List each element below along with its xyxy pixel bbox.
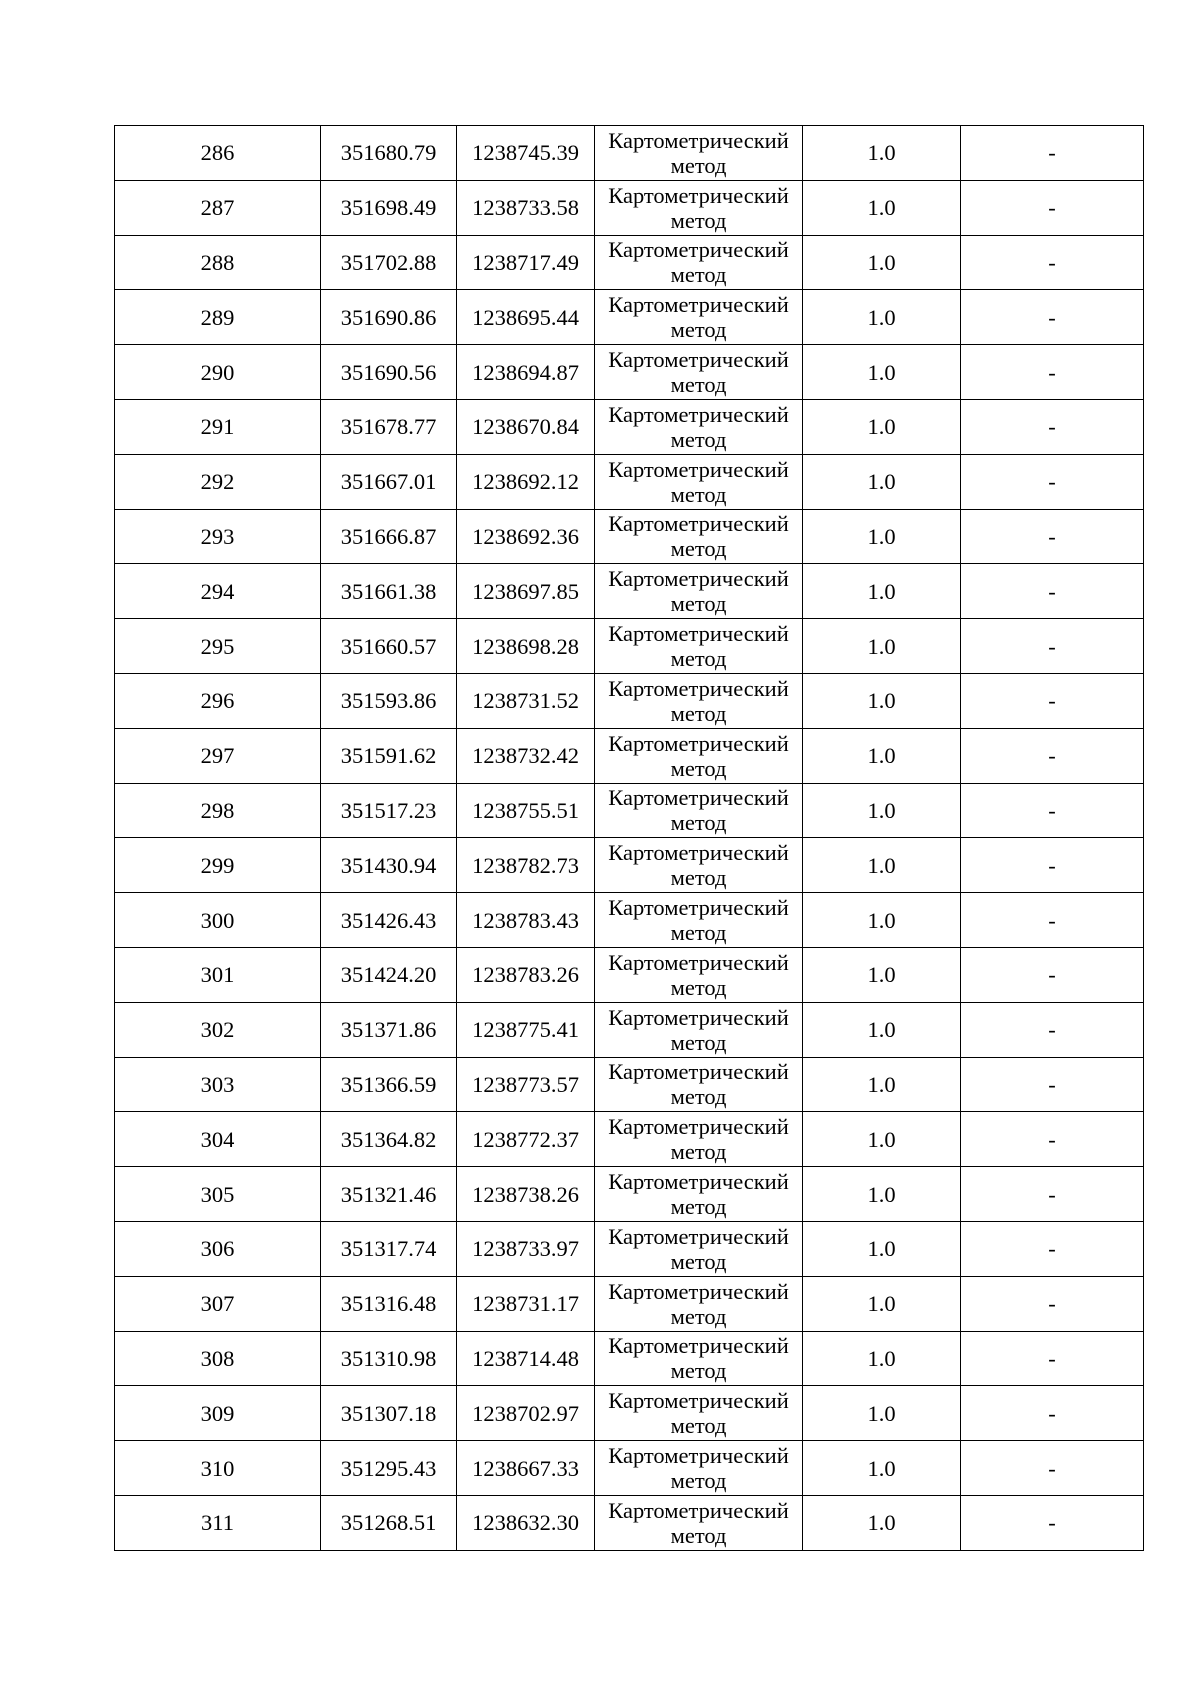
- x-coordinate-cell: 351660.57: [321, 619, 457, 674]
- accuracy-cell: 1.0: [803, 564, 961, 619]
- method-line-1: Картометрический: [608, 566, 789, 592]
- note-cell: -: [961, 290, 1144, 345]
- method-line-1: Картометрический: [608, 182, 789, 208]
- accuracy-cell: 1.0: [803, 399, 961, 454]
- note-cell: -: [961, 399, 1144, 454]
- accuracy-cell: 1.0: [803, 1002, 961, 1057]
- note-cell: -: [961, 1112, 1144, 1167]
- point-number-cell: 292: [115, 454, 321, 509]
- note-cell: -: [961, 126, 1144, 181]
- note-cell: -: [961, 673, 1144, 728]
- x-coordinate-cell: 351307.18: [321, 1386, 457, 1441]
- note-cell: -: [961, 1167, 1144, 1222]
- method-line-1: Картометрический: [608, 785, 789, 811]
- note-cell: -: [961, 838, 1144, 893]
- accuracy-cell: 1.0: [803, 1331, 961, 1386]
- point-number-cell: 306: [115, 1221, 321, 1276]
- accuracy-cell: 1.0: [803, 1441, 961, 1496]
- table-row: [115, 838, 1144, 893]
- note-cell: -: [961, 454, 1144, 509]
- y-coordinate-cell: 1238745.39: [457, 126, 595, 181]
- method-line-1: Картометрический: [608, 1114, 789, 1140]
- note-cell: -: [961, 619, 1144, 674]
- method-line-2: метод: [670, 1303, 727, 1329]
- accuracy-cell: 1.0: [803, 1386, 961, 1441]
- method-cell: [595, 1112, 803, 1167]
- x-coordinate-cell: 351667.01: [321, 454, 457, 509]
- note-cell: -: [961, 1441, 1144, 1496]
- x-coordinate-cell: 351678.77: [321, 399, 457, 454]
- x-coordinate-cell: 351268.51: [321, 1495, 457, 1550]
- method-cell: [595, 564, 803, 619]
- method-line-1: Картометрический: [608, 1004, 789, 1030]
- accuracy-cell: 1.0: [803, 783, 961, 838]
- method-line-1: Картометрический: [608, 1333, 789, 1359]
- note-cell: -: [961, 1057, 1144, 1112]
- x-coordinate-cell: 351364.82: [321, 1112, 457, 1167]
- method-line-2: метод: [670, 700, 727, 726]
- note-cell: -: [961, 1221, 1144, 1276]
- method-line-2: метод: [670, 646, 727, 672]
- point-number-cell: 303: [115, 1057, 321, 1112]
- accuracy-cell: 1.0: [803, 180, 961, 235]
- accuracy-cell: 1.0: [803, 893, 961, 948]
- method-cell: [595, 1441, 803, 1496]
- point-number-cell: 309: [115, 1386, 321, 1441]
- x-coordinate-cell: 351680.79: [321, 126, 457, 181]
- table-row: [115, 1167, 1144, 1222]
- method-cell: [595, 728, 803, 783]
- y-coordinate-cell: 1238692.36: [457, 509, 595, 564]
- note-cell: -: [961, 180, 1144, 235]
- accuracy-cell: 1.0: [803, 345, 961, 400]
- method-line-2: метод: [670, 372, 727, 398]
- accuracy-cell: 1.0: [803, 619, 961, 674]
- y-coordinate-cell: 1238755.51: [457, 783, 595, 838]
- table-row: [115, 619, 1144, 674]
- method-line-1: Картометрический: [608, 401, 789, 427]
- method-line-2: метод: [670, 207, 727, 233]
- point-number-cell: 301: [115, 947, 321, 1002]
- method-line-2: метод: [670, 1139, 727, 1165]
- method-line-1: Картометрический: [608, 1223, 789, 1249]
- table-row: [115, 235, 1144, 290]
- method-cell: [595, 180, 803, 235]
- y-coordinate-cell: 1238670.84: [457, 399, 595, 454]
- table-row: [115, 126, 1144, 181]
- method-cell: [595, 1057, 803, 1112]
- y-coordinate-cell: 1238775.41: [457, 1002, 595, 1057]
- table-row: [115, 1331, 1144, 1386]
- note-cell: -: [961, 947, 1144, 1002]
- point-number-cell: 295: [115, 619, 321, 674]
- accuracy-cell: 1.0: [803, 1167, 961, 1222]
- table-row: [115, 509, 1144, 564]
- x-coordinate-cell: 351591.62: [321, 728, 457, 783]
- y-coordinate-cell: 1238632.30: [457, 1495, 595, 1550]
- method-line-2: метод: [670, 1413, 727, 1439]
- method-line-1: Картометрический: [608, 1497, 789, 1523]
- point-number-cell: 310: [115, 1441, 321, 1496]
- method-cell: [595, 345, 803, 400]
- y-coordinate-cell: 1238695.44: [457, 290, 595, 345]
- table-row: [115, 290, 1144, 345]
- x-coordinate-cell: 351517.23: [321, 783, 457, 838]
- y-coordinate-cell: 1238732.42: [457, 728, 595, 783]
- point-number-cell: 298: [115, 783, 321, 838]
- accuracy-cell: 1.0: [803, 454, 961, 509]
- note-cell: -: [961, 235, 1144, 290]
- note-cell: -: [961, 1276, 1144, 1331]
- method-cell: [595, 619, 803, 674]
- x-coordinate-cell: 351698.49: [321, 180, 457, 235]
- method-line-1: Картометрический: [608, 675, 789, 701]
- x-coordinate-cell: 351593.86: [321, 673, 457, 728]
- method-cell: [595, 235, 803, 290]
- method-line-1: Картометрический: [608, 1059, 789, 1085]
- accuracy-cell: 1.0: [803, 728, 961, 783]
- y-coordinate-cell: 1238667.33: [457, 1441, 595, 1496]
- note-cell: -: [961, 345, 1144, 400]
- table-row: [115, 947, 1144, 1002]
- accuracy-cell: 1.0: [803, 126, 961, 181]
- note-cell: -: [961, 564, 1144, 619]
- table-row: [115, 1221, 1144, 1276]
- y-coordinate-cell: 1238717.49: [457, 235, 595, 290]
- point-number-cell: 296: [115, 673, 321, 728]
- accuracy-cell: 1.0: [803, 838, 961, 893]
- note-cell: -: [961, 509, 1144, 564]
- table-row: [115, 673, 1144, 728]
- method-line-2: метод: [670, 1358, 727, 1384]
- x-coordinate-cell: 351366.59: [321, 1057, 457, 1112]
- method-line-1: Картометрический: [608, 1443, 789, 1469]
- x-coordinate-cell: 351310.98: [321, 1331, 457, 1386]
- table-row: [115, 1441, 1144, 1496]
- point-number-cell: 289: [115, 290, 321, 345]
- y-coordinate-cell: 1238694.87: [457, 345, 595, 400]
- x-coordinate-cell: 351295.43: [321, 1441, 457, 1496]
- x-coordinate-cell: 351690.86: [321, 290, 457, 345]
- method-line-2: метод: [670, 591, 727, 617]
- method-cell: [595, 1386, 803, 1441]
- note-cell: -: [961, 1386, 1144, 1441]
- method-line-2: метод: [670, 1194, 727, 1220]
- accuracy-cell: 1.0: [803, 235, 961, 290]
- y-coordinate-cell: 1238702.97: [457, 1386, 595, 1441]
- method-line-1: Картометрический: [608, 292, 789, 318]
- method-line-1: Картометрический: [608, 511, 789, 537]
- table-row: [115, 345, 1144, 400]
- method-line-2: метод: [670, 810, 727, 836]
- method-cell: [595, 454, 803, 509]
- y-coordinate-cell: 1238733.97: [457, 1221, 595, 1276]
- point-number-cell: 287: [115, 180, 321, 235]
- accuracy-cell: 1.0: [803, 290, 961, 345]
- coordinates-table: [114, 125, 1144, 1551]
- accuracy-cell: 1.0: [803, 673, 961, 728]
- point-number-cell: 293: [115, 509, 321, 564]
- method-line-1: Картометрический: [608, 621, 789, 647]
- table-row: [115, 1002, 1144, 1057]
- y-coordinate-cell: 1238697.85: [457, 564, 595, 619]
- method-line-1: Картометрический: [608, 1169, 789, 1195]
- point-number-cell: 311: [115, 1495, 321, 1550]
- point-number-cell: 305: [115, 1167, 321, 1222]
- method-cell: [595, 1002, 803, 1057]
- method-line-2: метод: [670, 426, 727, 452]
- point-number-cell: 297: [115, 728, 321, 783]
- table-row: [115, 783, 1144, 838]
- x-coordinate-cell: 351321.46: [321, 1167, 457, 1222]
- y-coordinate-cell: 1238772.37: [457, 1112, 595, 1167]
- y-coordinate-cell: 1238731.52: [457, 673, 595, 728]
- table-row: [115, 454, 1144, 509]
- accuracy-cell: 1.0: [803, 1495, 961, 1550]
- table-row: [115, 728, 1144, 783]
- method-cell: [595, 838, 803, 893]
- x-coordinate-cell: 351430.94: [321, 838, 457, 893]
- accuracy-cell: 1.0: [803, 1112, 961, 1167]
- y-coordinate-cell: 1238692.12: [457, 454, 595, 509]
- note-cell: -: [961, 1002, 1144, 1057]
- method-line-1: Картометрический: [608, 347, 789, 373]
- point-number-cell: 290: [115, 345, 321, 400]
- point-number-cell: 299: [115, 838, 321, 893]
- accuracy-cell: 1.0: [803, 1057, 961, 1112]
- method-line-2: метод: [670, 974, 727, 1000]
- table-row: [115, 564, 1144, 619]
- y-coordinate-cell: 1238733.58: [457, 180, 595, 235]
- method-line-1: Картометрический: [608, 730, 789, 756]
- point-number-cell: 291: [115, 399, 321, 454]
- x-coordinate-cell: 351702.88: [321, 235, 457, 290]
- method-cell: [595, 1276, 803, 1331]
- y-coordinate-cell: 1238782.73: [457, 838, 595, 893]
- method-line-2: метод: [670, 1522, 727, 1548]
- accuracy-cell: 1.0: [803, 1276, 961, 1331]
- method-line-1: Картометрический: [608, 127, 789, 153]
- method-cell: [595, 1331, 803, 1386]
- method-cell: [595, 893, 803, 948]
- method-line-1: Картометрический: [608, 840, 789, 866]
- point-number-cell: 294: [115, 564, 321, 619]
- method-line-2: метод: [670, 152, 727, 178]
- method-line-2: метод: [670, 317, 727, 343]
- note-cell: -: [961, 728, 1144, 783]
- table-row: [115, 893, 1144, 948]
- method-line-2: метод: [670, 1029, 727, 1055]
- method-line-2: метод: [670, 262, 727, 288]
- note-cell: -: [961, 893, 1144, 948]
- table-row: [115, 399, 1144, 454]
- method-cell: [595, 673, 803, 728]
- note-cell: -: [961, 783, 1144, 838]
- table-row: [115, 1276, 1144, 1331]
- point-number-cell: 304: [115, 1112, 321, 1167]
- method-cell: [595, 399, 803, 454]
- table-row: [115, 1495, 1144, 1550]
- x-coordinate-cell: 351666.87: [321, 509, 457, 564]
- method-line-1: Картометрический: [608, 237, 789, 263]
- method-cell: [595, 1167, 803, 1222]
- x-coordinate-cell: 351690.56: [321, 345, 457, 400]
- table-row: [115, 1386, 1144, 1441]
- method-line-2: метод: [670, 1084, 727, 1110]
- x-coordinate-cell: 351661.38: [321, 564, 457, 619]
- y-coordinate-cell: 1238698.28: [457, 619, 595, 674]
- y-coordinate-cell: 1238738.26: [457, 1167, 595, 1222]
- x-coordinate-cell: 351371.86: [321, 1002, 457, 1057]
- point-number-cell: 307: [115, 1276, 321, 1331]
- method-cell: [595, 290, 803, 345]
- method-cell: [595, 947, 803, 1002]
- method-line-2: метод: [670, 481, 727, 507]
- y-coordinate-cell: 1238783.26: [457, 947, 595, 1002]
- method-line-1: Картометрический: [608, 456, 789, 482]
- y-coordinate-cell: 1238731.17: [457, 1276, 595, 1331]
- table-row: [115, 1112, 1144, 1167]
- method-line-1: Картометрический: [608, 1278, 789, 1304]
- accuracy-cell: 1.0: [803, 509, 961, 564]
- point-number-cell: 302: [115, 1002, 321, 1057]
- method-line-2: метод: [670, 1468, 727, 1494]
- method-line-2: метод: [670, 920, 727, 946]
- method-line-1: Картометрический: [608, 1388, 789, 1414]
- method-cell: [595, 1495, 803, 1550]
- point-number-cell: 286: [115, 126, 321, 181]
- point-number-cell: 308: [115, 1331, 321, 1386]
- accuracy-cell: 1.0: [803, 1221, 961, 1276]
- method-line-2: метод: [670, 755, 727, 781]
- accuracy-cell: 1.0: [803, 947, 961, 1002]
- y-coordinate-cell: 1238783.43: [457, 893, 595, 948]
- method-cell: [595, 783, 803, 838]
- y-coordinate-cell: 1238714.48: [457, 1331, 595, 1386]
- method-line-1: Картометрический: [608, 895, 789, 921]
- x-coordinate-cell: 351317.74: [321, 1221, 457, 1276]
- x-coordinate-cell: 351424.20: [321, 947, 457, 1002]
- point-number-cell: 288: [115, 235, 321, 290]
- x-coordinate-cell: 351426.43: [321, 893, 457, 948]
- method-line-2: метод: [670, 1248, 727, 1274]
- y-coordinate-cell: 1238773.57: [457, 1057, 595, 1112]
- method-cell: [595, 126, 803, 181]
- method-line-2: метод: [670, 536, 727, 562]
- note-cell: -: [961, 1331, 1144, 1386]
- method-cell: [595, 509, 803, 564]
- point-number-cell: 300: [115, 893, 321, 948]
- table-row: [115, 180, 1144, 235]
- method-cell: [595, 1221, 803, 1276]
- method-line-1: Картометрический: [608, 949, 789, 975]
- note-cell: -: [961, 1495, 1144, 1550]
- table-body: [115, 126, 1144, 1551]
- x-coordinate-cell: 351316.48: [321, 1276, 457, 1331]
- table-row: [115, 1057, 1144, 1112]
- method-line-2: метод: [670, 865, 727, 891]
